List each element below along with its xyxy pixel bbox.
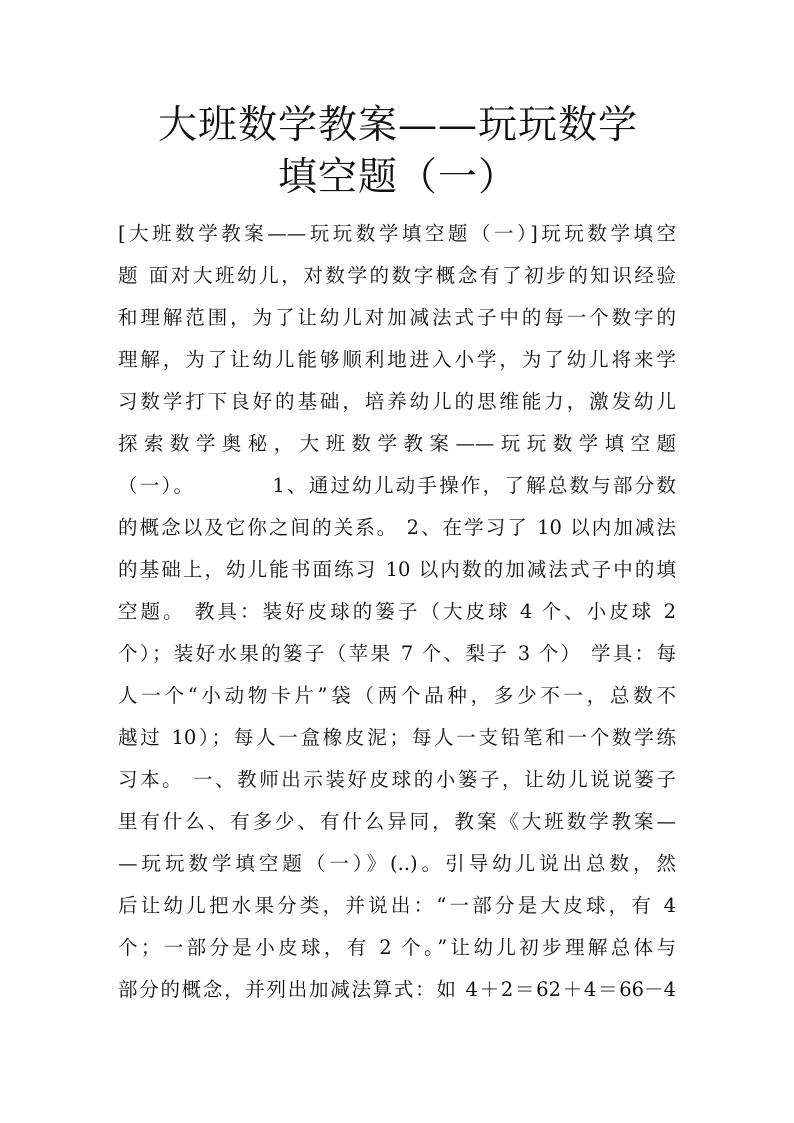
body-line: [大班数学教案——玩玩数学填空题（一）]玩玩数学填空 [118, 222, 676, 245]
document-body [118, 220, 676, 1018]
body-line: 的基础上，幼儿能书面练习 10 以内数的加减法式子中的填 [118, 558, 676, 581]
body-line: 人一个“小动物卡片”袋（两个品种，多少不一，总数不 [118, 684, 676, 707]
body-line: 习数学打下良好的基础，培养幼儿的思维能力，激发幼儿 [118, 390, 676, 413]
body-line: 个）；装好水果的篓子（苹果 7 个、梨子 3 个） 学具：每 [118, 642, 676, 665]
body-line: 和理解范围，为了让幼儿对加减法式子中的每一个数字的 [118, 306, 676, 329]
body-line: 题 面对大班幼儿，对数学的数字概念有了初步的知识经验 [118, 264, 676, 287]
body-line: （一）。 1、通过幼儿动手操作，了解总数与部分数 [118, 474, 676, 497]
body-line: 习本。 一、教师出示装好皮球的小篓子，让幼儿说说篓子 [118, 768, 676, 791]
body-line: 的概念以及它你之间的关系。 2、在学习了 10 以内加减法 [118, 516, 676, 539]
title-line: 大班数学教案——玩玩数学 [157, 103, 638, 148]
body-line: 理解，为了让幼儿能够顺利地进入小学，为了幼儿将来学 [118, 348, 676, 371]
body-line: 部分的概念，并列出加减法算式：如 4＋2＝62＋4＝66－4 [118, 978, 676, 1001]
body-line: 空题。 教具：装好皮球的篓子（大皮球 4 个、小皮球 2 [118, 600, 676, 623]
body-line: —玩玩数学填空题（一）》(..)。引导幼儿说出总数，然 [118, 852, 676, 875]
body-line: 探索数学奥秘，大班数学教案——玩玩数学填空题 [118, 432, 676, 455]
document-title [118, 100, 678, 204]
body-line: 个；一部分是小皮球，有 2 个。”让幼儿初步理解总体与 [118, 936, 676, 959]
body-line: 后让幼儿把水果分类，并说出：“一部分是大皮球，有 4 [118, 894, 676, 917]
body-line: 越过 10）；每人一盒橡皮泥；每人一支铅笔和一个数学练 [118, 726, 676, 749]
body-line: 里有什么、有多少、有什么异同，教案《大班数学教案— [118, 810, 676, 833]
title-line: 填空题（一） [277, 155, 518, 200]
